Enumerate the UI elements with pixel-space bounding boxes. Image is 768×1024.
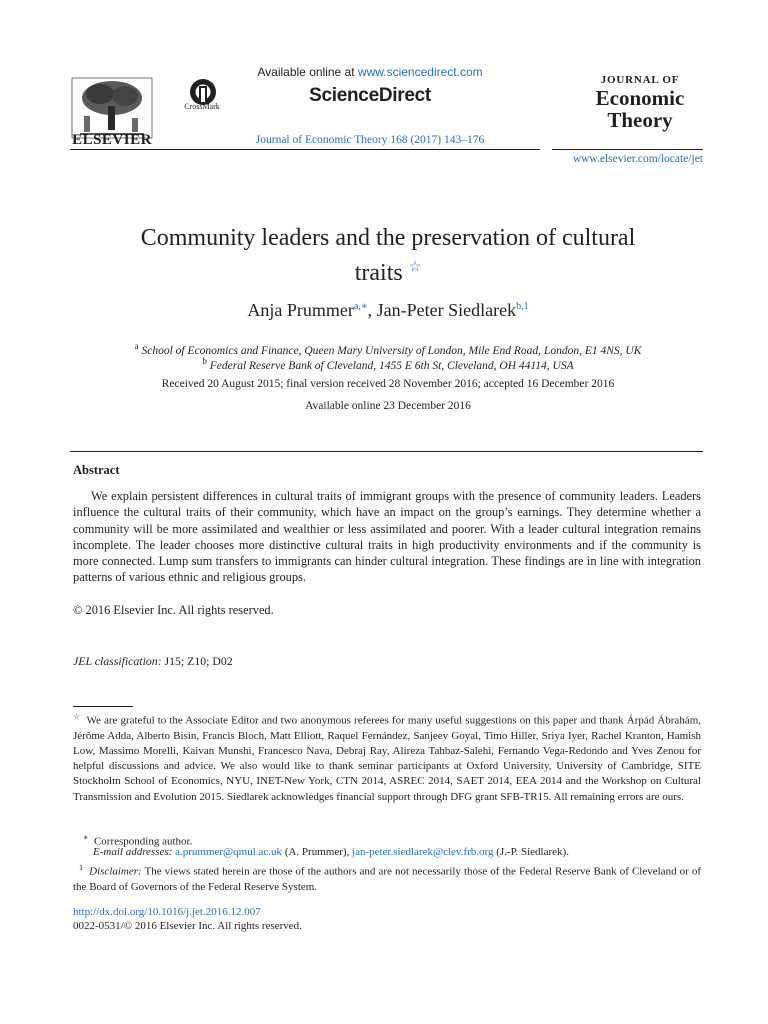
available-online-line xyxy=(246,65,494,79)
abstract-heading: Abstract xyxy=(73,463,120,477)
abstract-paragraph: We explain persistent differences in cultural traits of immigrant groups with the presence of community leaders. Leaders influence the cultural traits of their community, which have an impact on the group’s earnings. They determine whether a community will be more assimilated and wealthier or less assimilated and poorer. With a leader cultural integration remains incomplete. The leader chooses more distinctive cultural traits in high productivity environments and if the community is more connected. Lump sum transfers to immigrants can hinder cultural integration. These findings are in line with integration patterns of various ethnic and religious groups. xyxy=(73,489,701,585)
journal-citation[interactable]: Journal of Economic Theory 168 (2017) 143–176 xyxy=(255,134,485,146)
author-2-marks[interactable]: b,1 xyxy=(516,301,529,312)
title-footnote-star[interactable]: ☆ xyxy=(408,260,422,275)
doi-link[interactable]: http://dx.doi.org/10.1016/j.jet.2016.12.007 xyxy=(73,906,261,918)
jel-codes: J15; Z10; D02 xyxy=(161,654,233,668)
header-rule-right xyxy=(552,149,703,150)
author-1-marks[interactable]: a,∗ xyxy=(353,301,368,312)
footnote-acknowledgement-text: We are grateful to the Associate Editor and two anonymous referees for many useful suggestions on this paper and thank Árpád Ábrahám, Jérôme Adda, Alberto Bisin, Francis Bloch, Matt Elliott, Raquel Fernández, Sanjeev Goyal, Timo Hiller, Sriya Iyer, Rachel Kranton, Hamish Low, Massimo Morelli, Kaivan Munshi, Francesco Nava, Debraj Ray, Alireza Tahbaz-Salehi, Fernando Vega-Redondo and Yves Zenou for helpful discussions and advice. We also would like to thank seminar participants at Oxford University, University of Cambridge, SITE Stockholm School of Economics, NYU, INET-New York, CTN 2014, ASREC 2014, SAET 2014, EEA 2014 and the Workshop on Cultural Transmission and Evolution 2015. Siedlarek acknowledges financial support through DFG grant SFB-TR15. All remaining errors are ours. xyxy=(73,714,702,803)
sciencedirect-link[interactable]: www.sciencedirect.com xyxy=(357,65,483,79)
email-siedlarek-link[interactable]: jan-peter.siedlarek@clev.frb.org xyxy=(352,846,494,858)
title-line2: traits xyxy=(354,260,403,286)
affiliation-a-mark: a xyxy=(134,341,139,351)
email-siedlarek-owner: (J.-P. Siedlarek). xyxy=(493,846,569,858)
email-label: E-mail addresses: xyxy=(93,846,173,858)
affiliation-b-text: Federal Reserve Bank of Cleveland, 1455 E 6th St, Cleveland, OH 44114, USA xyxy=(209,359,574,372)
footnote-star-mark: ☆ xyxy=(73,712,81,721)
jel-label: JEL classification: xyxy=(73,654,162,668)
footnote-disclaimer-mark: 1 xyxy=(79,863,83,872)
authors-line xyxy=(80,300,696,321)
crossmark-label: CrossMark xyxy=(184,102,220,111)
footnote-emails xyxy=(73,845,701,860)
journal-logo-line3: Theory xyxy=(607,108,673,132)
elsevier-wordmark: ELSEVIER xyxy=(72,132,152,148)
email-prummer-link[interactable]: a.prummer@qmul.ac.uk xyxy=(175,846,283,858)
footnote-acknowledgement xyxy=(73,709,701,805)
footnote-disclaimer xyxy=(73,860,701,895)
sciencedirect-wordmark: ScienceDirect xyxy=(309,85,431,106)
journal-logo-line1: JOURNAL OF xyxy=(600,74,680,86)
article-title xyxy=(80,223,696,288)
received-dates: Received 20 August 2015; final version received 28 November 2016; accepted 16 December 2016 xyxy=(161,378,615,390)
jel-classification xyxy=(73,654,233,669)
author-separator: , xyxy=(367,300,377,320)
affiliation-a-text: School of Economics and Finance, Queen Mary University of London, Mile End Road, London, E1 4NS, UK xyxy=(141,344,642,357)
email-prummer-owner: (A. Prummer), xyxy=(282,846,353,858)
journal-logo-line2: Economic xyxy=(595,86,685,110)
affiliation-b xyxy=(80,356,696,372)
title-line1: Community leaders and the preservation of cultural xyxy=(140,225,636,251)
footnote-rule xyxy=(73,706,133,707)
footnote-corresponding-mark: ∗ xyxy=(83,833,89,842)
available-online-prefix: Available online at xyxy=(257,65,358,79)
footnote-corresponding-text: Corresponding author. xyxy=(93,835,193,848)
abstract-top-rule xyxy=(70,451,703,452)
issn-copyright: 0022-0531/© 2016 Elsevier Inc. All rights reserved. xyxy=(73,920,302,932)
disclaimer-text: The views stated herein are those of the authors and are not necessarily those of the Federal Reserve Bank of Cleveland or of the Board of Governors of the Federal Reserve System. xyxy=(73,865,702,893)
journal-url-link[interactable]: www.elsevier.com/locate/jet xyxy=(572,153,703,165)
author-1: Anja Prummer xyxy=(247,300,354,320)
abstract-body xyxy=(73,488,701,586)
available-online-date: Available online 23 December 2016 xyxy=(305,400,471,412)
affiliation-a xyxy=(80,341,696,357)
header-rule-left xyxy=(70,149,540,150)
author-2: Jan-Peter Siedlarek xyxy=(376,300,517,320)
abstract-copyright: © 2016 Elsevier Inc. All rights reserved. xyxy=(73,603,274,617)
affiliation-b-mark: b xyxy=(202,356,207,366)
disclaimer-label: Disclaimer: xyxy=(89,865,142,878)
journal-logo xyxy=(580,74,700,131)
